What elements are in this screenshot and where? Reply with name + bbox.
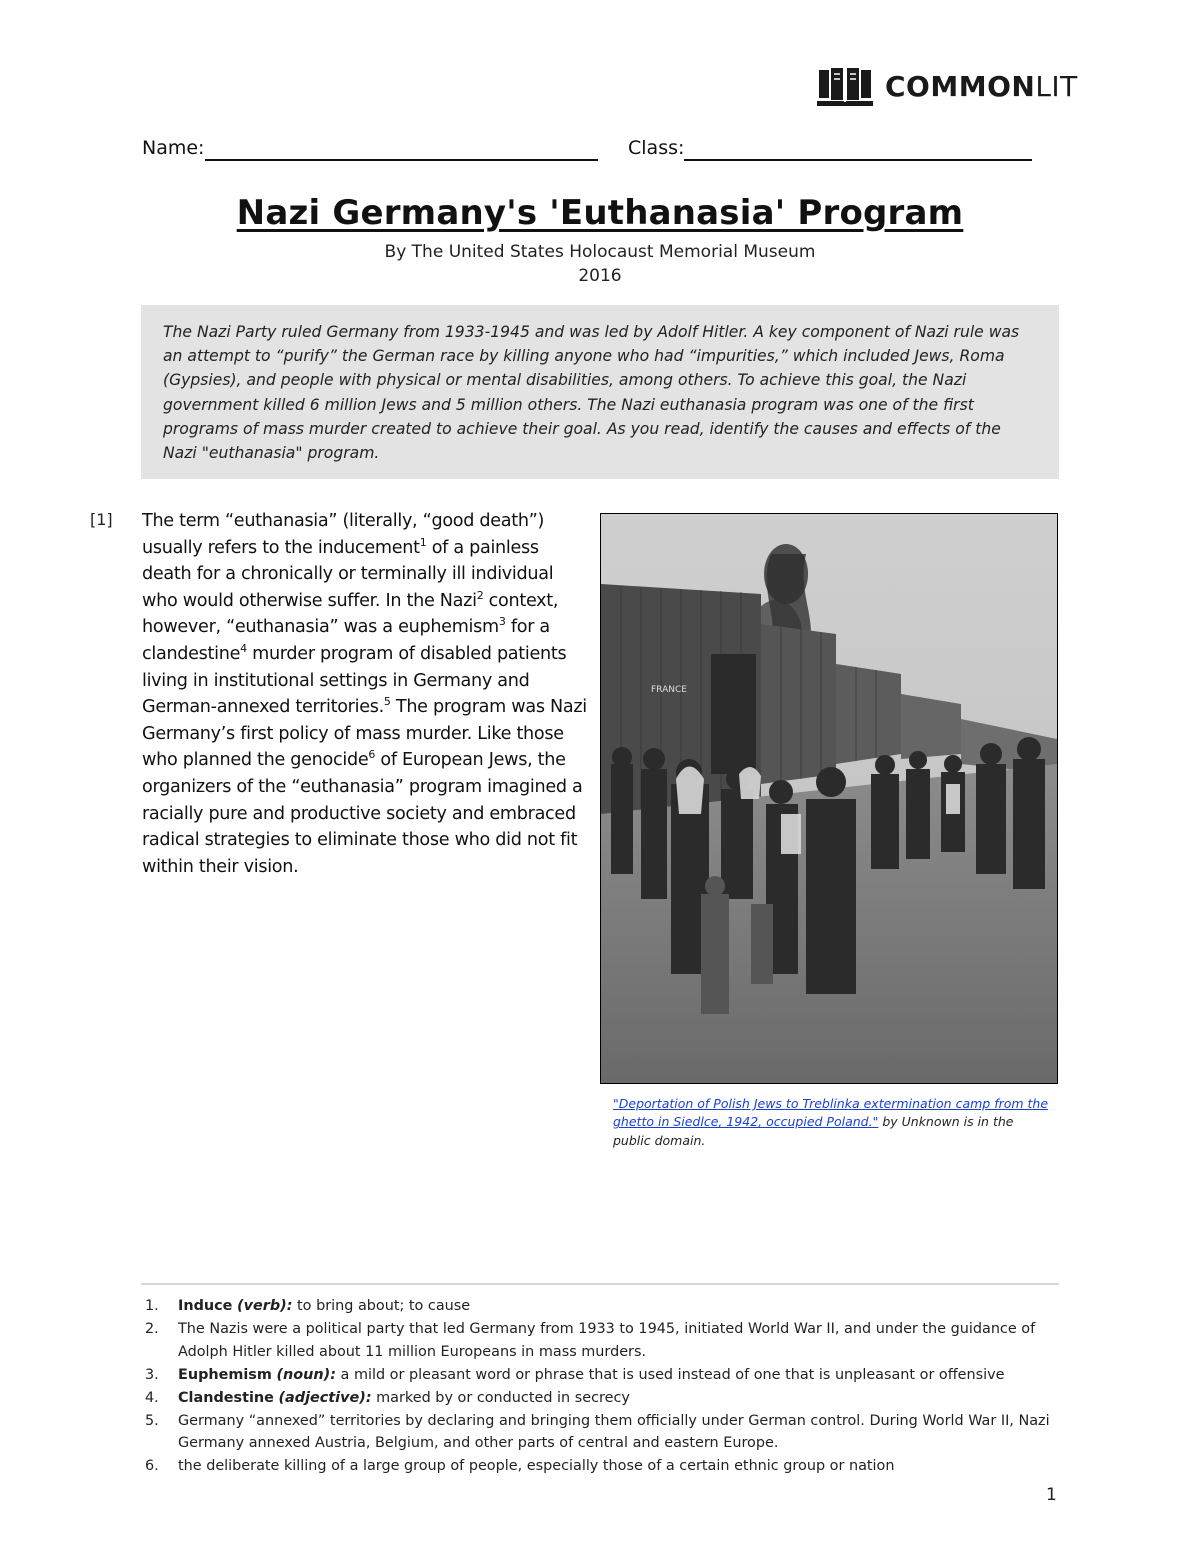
- book-icon: [817, 66, 873, 106]
- footnote-text: Germany “annexed” territories by declaring and bringing them officially under German control. During World War II, Nazi Germany annexed Austria, Belgium, and other parts of central and eastern Europe.: [178, 1412, 1050, 1452]
- footnote-ref-2[interactable]: 2: [476, 588, 484, 602]
- publication-year: 2016: [578, 266, 622, 286]
- footnote-number: 3.: [145, 1366, 159, 1383]
- footnote-text: marked by or conducted in secrecy: [371, 1389, 630, 1406]
- footnote-ref-5[interactable]: 5: [383, 695, 391, 709]
- paragraph-text: context, however, “euthanasia” was a euphemism: [142, 590, 559, 638]
- paragraph-text: The term “euthanasia” (literally, “good death”) usually refers to the inducement: [142, 511, 545, 558]
- byline: [0, 240, 1200, 288]
- intro-box: The Nazi Party ruled Germany from 1933-1945 and was led by Adolf Hitler. A key component of Nazi rule was an attempt to “purify” the German race by killing anyone who had “impurities,” which included Jews, Roma (Gypsies), and people with physical or mental disabilities, among others. To achieve this goal, the Nazi government killed 6 million Jews and 5 million others. The Nazi euthanasia program was one of the first programs of mass murder created to achieve their goal. As you read, identify the causes and effects of the Nazi "euthanasia" program.: [141, 305, 1059, 479]
- footnote-6: [141, 1455, 1059, 1478]
- author: By The United States Holocaust Memorial Museum: [384, 242, 816, 262]
- footnote-term: Clandestine: [178, 1389, 274, 1406]
- footnote-ref-1[interactable]: 1: [419, 535, 427, 549]
- caption-credit: by Unknown is in the public domain.: [613, 1114, 1014, 1148]
- article-title: Nazi Germany's 'Euthanasia' Program: [236, 193, 964, 233]
- footnote-text: the deliberate killing of a large group of people, especially those of a certain ethnic group or nation: [178, 1458, 895, 1475]
- caption-link[interactable]: "Deportation of Polish Jews to Treblinka extermination camp from the ghetto in Siedlce, 1942, occupied Poland.": [613, 1096, 1049, 1130]
- footnote-pos: (adjective):: [278, 1389, 372, 1406]
- footnote-pos: (verb):: [237, 1298, 293, 1314]
- paragraph-text: The program was Nazi Germany’s first policy of mass murder. Like those who planned the genocide: [142, 697, 587, 771]
- name-field[interactable]: [205, 159, 598, 161]
- footnote-ref-3[interactable]: 3: [498, 615, 506, 629]
- footnote-number: 2.: [145, 1320, 159, 1337]
- footnote-text: to bring about; to cause: [292, 1298, 471, 1314]
- deportation-photo: [600, 513, 1058, 1084]
- footnote-number: 1.: [145, 1298, 159, 1314]
- footnote-divider: [141, 1283, 1059, 1285]
- logo-text-light: LIT: [1035, 69, 1078, 103]
- paragraph-number: [1]: [90, 510, 113, 529]
- footnote-number: 4.: [145, 1389, 159, 1406]
- wagon-marking: FRANCE: [651, 685, 687, 695]
- commonlit-logo[interactable]: [817, 66, 1078, 106]
- footnote-term: Euphemism: [178, 1366, 272, 1383]
- paragraph-text: of European Jews, the organizers of the “euthanasia” program imagined a racially pure and productive society and embraced radical strategies to eliminate those who did not fit within their vision.: [142, 750, 583, 877]
- name-label: Name:: [142, 137, 205, 159]
- footnote-text: a mild or pleasant word or phrase that is used instead of one that is unpleasant or offensive: [335, 1366, 1005, 1383]
- paragraph-text: of a painless death for a chronically or terminally ill individual who would otherwise suffer. In the Nazi: [142, 537, 554, 611]
- paragraph-text: for a clandestine: [142, 617, 550, 664]
- paragraph-1: [142, 508, 592, 880]
- footnotes-list: [141, 1295, 1059, 1478]
- footnote-term: Induce: [178, 1298, 233, 1314]
- photo-caption: [613, 1095, 1053, 1150]
- class-label: Class:: [628, 137, 685, 159]
- footnote-pos: (noun):: [276, 1366, 336, 1383]
- footnote-text: The Nazis were a political party that led Germany from 1933 to 1945, initiated World War II, and under the guidance of Adolph Hitler killed about 11 million Europeans in mass murders.: [178, 1320, 1036, 1360]
- logo-text-bold: COMMON: [885, 69, 1036, 103]
- footnote-ref-6[interactable]: 6: [368, 748, 376, 762]
- footnote-1: [141, 1295, 1059, 1318]
- footnote-5: [141, 1410, 1059, 1455]
- footnote-4: [141, 1387, 1059, 1410]
- class-field[interactable]: [684, 159, 1032, 161]
- footnote-number: 6.: [145, 1458, 159, 1475]
- page-number: 1: [1046, 1485, 1057, 1505]
- footnote-2: [141, 1318, 1059, 1363]
- paragraph-text: murder program of disabled patients living in institutional settings in Germany and German-annexed territories.: [142, 643, 567, 718]
- footnote-number: 5.: [145, 1412, 159, 1429]
- footnote-ref-4[interactable]: 4: [240, 641, 247, 655]
- footnote-3: [141, 1364, 1059, 1387]
- logo-wordmark: [885, 70, 1078, 103]
